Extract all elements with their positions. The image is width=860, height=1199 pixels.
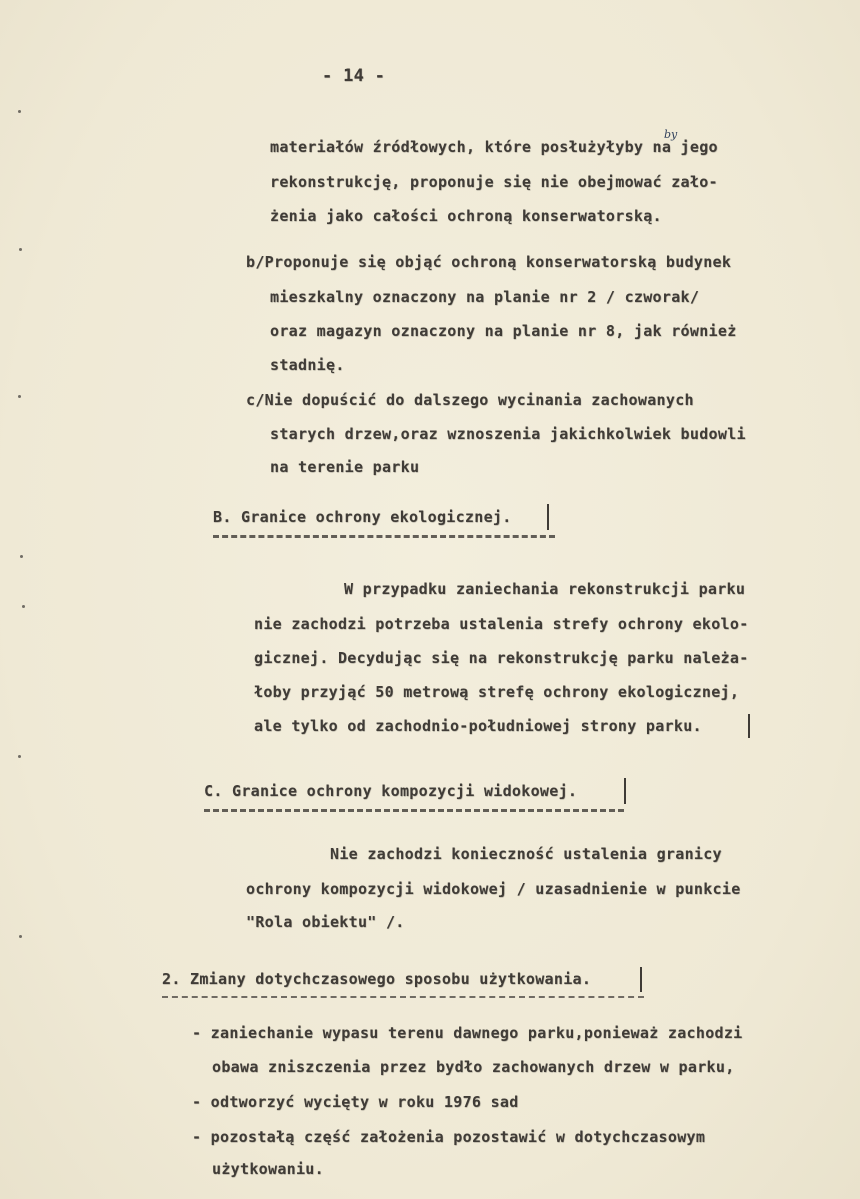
text-line: oraz magazyn oznaczony na planie nr 8, jak również: [270, 322, 737, 340]
text-line: Nie zachodzi konieczność ustalenia granicy: [330, 845, 722, 863]
text-line: łoby przyjąć 50 metrową strefę ochrony ekologicznej,: [254, 683, 740, 701]
text-line: gicznej. Decydując się na rekonstrukcję parku należa-: [254, 649, 749, 667]
list-item-continuation: użytkowaniu.: [212, 1160, 324, 1178]
text-line: ale tylko od zachodnio-południowej strony parku.: [254, 717, 702, 735]
section-heading-2: 2. Zmiany dotychczasowego sposobu użytkowania.: [162, 970, 592, 988]
heading-underline: [162, 996, 644, 998]
list-item: - pozostałą część założenia pozostawić w dotychczasowym: [192, 1128, 706, 1146]
margin-bar: [624, 778, 626, 804]
scan-speck: [18, 395, 21, 398]
list-item: - odtworzyć wycięty w roku 1976 sad: [192, 1093, 519, 1111]
scan-speck: [19, 935, 22, 938]
margin-bar: [640, 967, 642, 992]
text-line: materiałów źródłowych, które posłużyłyby na jego: [270, 138, 718, 156]
text-line: "Rola obiektu" /.: [246, 913, 405, 931]
scan-speck: [19, 248, 22, 251]
text-line: mieszkalny oznaczony na planie nr 2 / czworak/: [270, 288, 700, 306]
scan-speck: [18, 110, 21, 113]
text-line: W przypadku zaniechania rekonstrukcji parku: [344, 580, 746, 598]
heading-underline: [213, 535, 555, 538]
text-line: na terenie parku: [270, 458, 420, 476]
text-line: b/Proponuje się objąć ochroną konserwatorską budynek: [246, 253, 732, 271]
text-line: rekonstrukcję, proponuje się nie obejmować zało-: [270, 173, 718, 191]
text-line: nie zachodzi potrzeba ustalenia strefy ochrony ekolo-: [254, 615, 749, 633]
margin-bar: [547, 504, 549, 530]
section-heading-b: B. Granice ochrony ekologicznej.: [213, 508, 512, 526]
text-line: starych drzew,oraz wznoszenia jakichkolwiek budowli: [270, 425, 746, 443]
heading-underline: [204, 809, 624, 812]
text-line: żenia jako całości ochroną konserwatorską.: [270, 207, 662, 225]
scan-speck: [22, 605, 25, 608]
list-item-continuation: obawa zniszczenia przez bydło zachowanych drzew w parku,: [212, 1058, 735, 1076]
list-item: - zaniechanie wypasu terenu dawnego parku,ponieważ zachodzi: [192, 1024, 743, 1042]
scan-speck: [20, 555, 23, 558]
handwritten-annotation: by: [664, 128, 678, 141]
text-line: ochrony kompozycji widokowej / uzasadnienie w punkcie: [246, 880, 741, 898]
text-line: stadnię.: [270, 356, 345, 374]
page-number: - 14 -: [322, 66, 386, 86]
margin-bar: [748, 714, 750, 738]
section-heading-c: C. Granice ochrony kompozycji widokowej.: [204, 782, 578, 800]
scan-speck: [18, 755, 21, 758]
text-line: c/Nie dopuścić do dalszego wycinania zachowanych: [246, 391, 694, 409]
